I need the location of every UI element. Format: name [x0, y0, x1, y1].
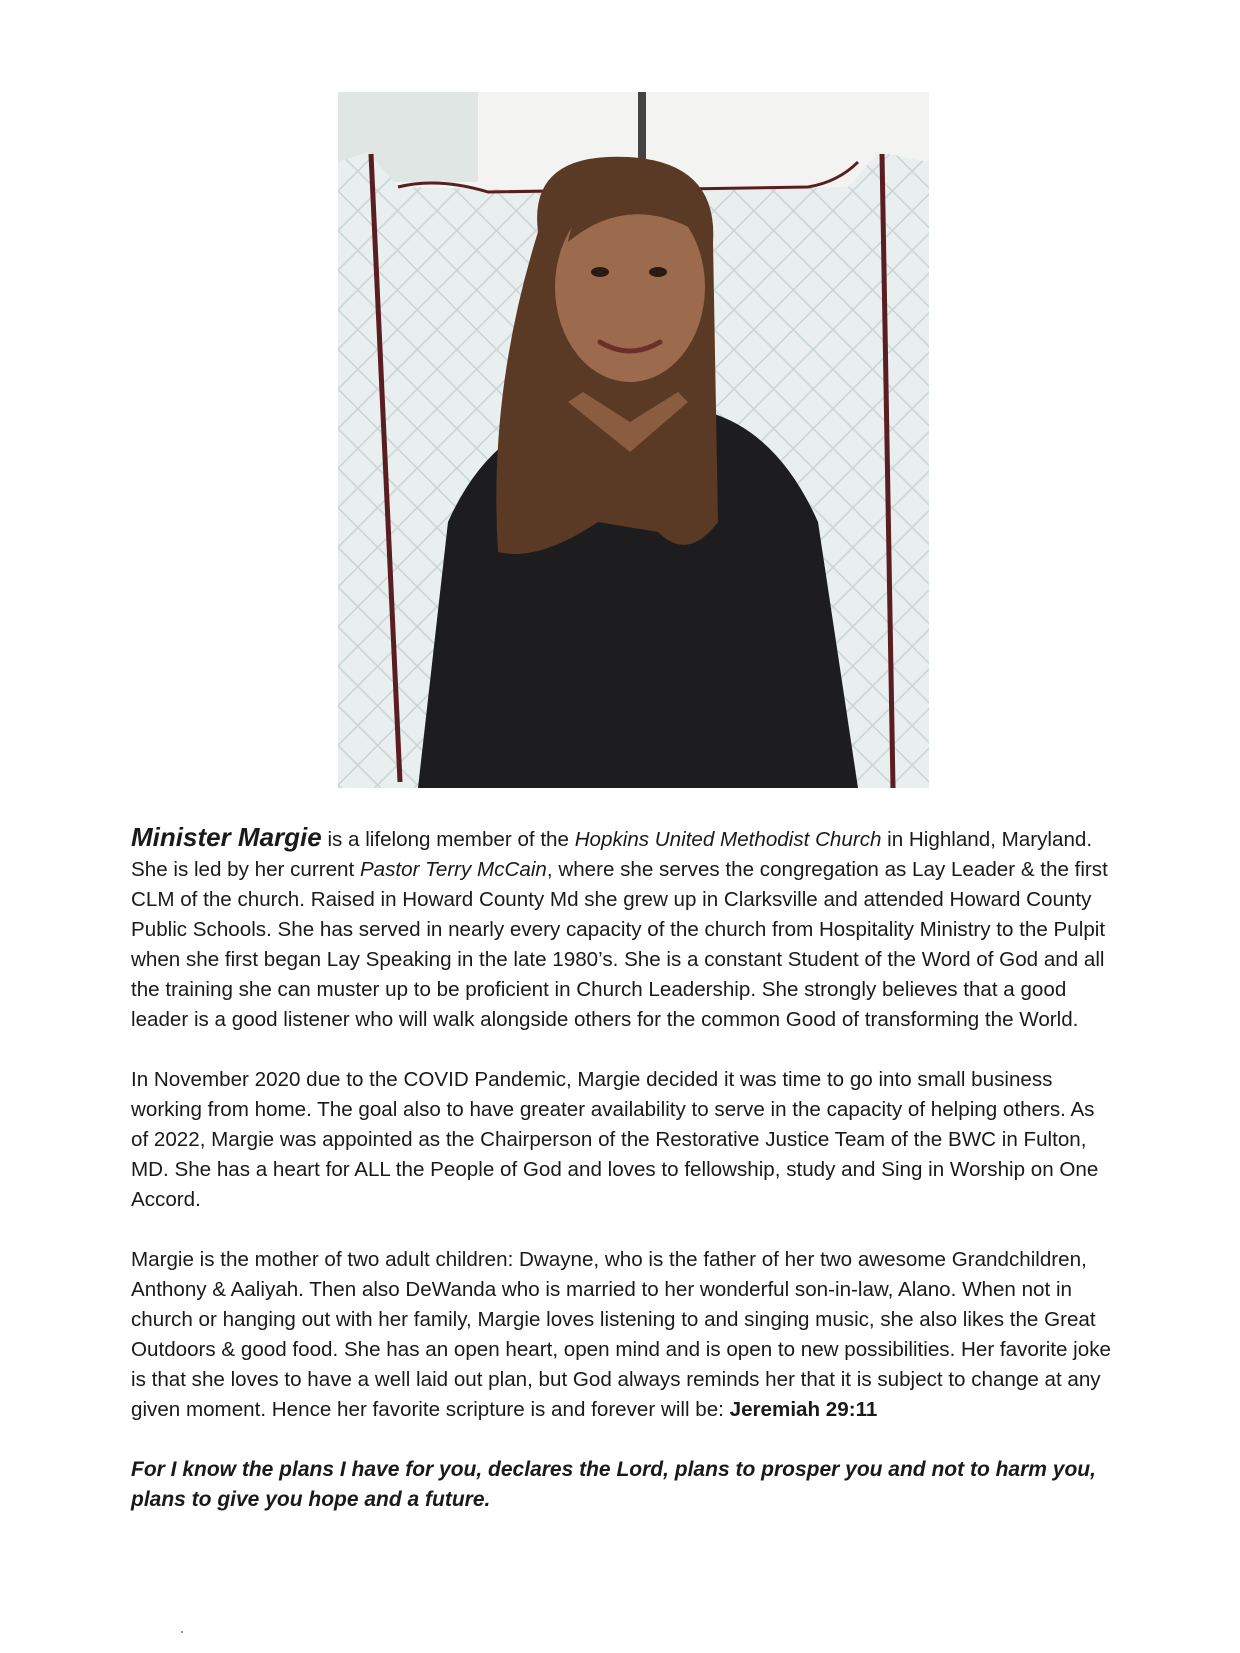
- bio-text: in Highland, Maryland. She is led by her current: [131, 828, 1093, 881]
- scan-speck: [181, 1631, 183, 1633]
- scripture-reference: Jeremiah 29:11: [729, 1398, 878, 1421]
- minister-name: Minister Margie: [131, 822, 322, 852]
- portrait-photo: [338, 92, 929, 788]
- bio-text: is a lifelong member of the: [321, 828, 575, 851]
- portrait-illustration: [338, 92, 929, 788]
- bio-paragraph-1: [131, 822, 1111, 1035]
- church-name: Hopkins United Methodist Church: [574, 828, 882, 851]
- bio-paragraph-2: In November 2020 due to the COVID Pandemic, Margie decided it was time to go into small business working from home. The goal also to have greater availability to serve in the capacity of helping others. As of 2022, Margie was appointed as the Chairperson of the Restorative Justice Team of the BWC in Fulton, MD. She has a heart for ALL the People of God and loves to fellowship, study and Sing in Worship on One Accord.: [131, 1068, 1099, 1211]
- bio-paragraph-3: [131, 1245, 1111, 1425]
- bio-text: , where she serves the congregation as Lay Leader & the first CLM of the church. Raised in Howard County Md she grew up in Clarksville and attended Howard County Public Schools. She has served in nearly every capacity of the church from Hospitality Ministry to the Pulpit when she first began Lay Speaking in the late 1980’s. She is a constant Student of the Word of God and all the training she can muster up to be proficient in Church Leadership. She strongly believes that a good leader is a good listener who will walk alongside others for the common Good of transforming the World.: [131, 858, 1108, 1031]
- biography: [131, 822, 1111, 1545]
- bio-text: Margie is the mother of two adult children: Dwayne, who is the father of her two awesome Grandchildren, Anthony & Aaliyah. Then also DeWanda who is married to her wonderful son-in-law, Alano. When not in church or hanging out with her family, Margie loves listening to and singing music, she also likes the Great Outdoors & good food. She has an open heart, open mind and is open to new possibilities. Her favorite joke is that she loves to have a well laid out plan, but God always reminds her that it is subject to change at any given moment. Hence her favorite scripture is and forever will be:: [131, 1248, 1111, 1421]
- pastor-name: Pastor Terry McCain: [359, 858, 547, 881]
- scripture-verse: For I know the plans I have for you, declares the Lord, plans to prosper you and not to harm you, plans to give you hope and a future.: [131, 1458, 1096, 1511]
